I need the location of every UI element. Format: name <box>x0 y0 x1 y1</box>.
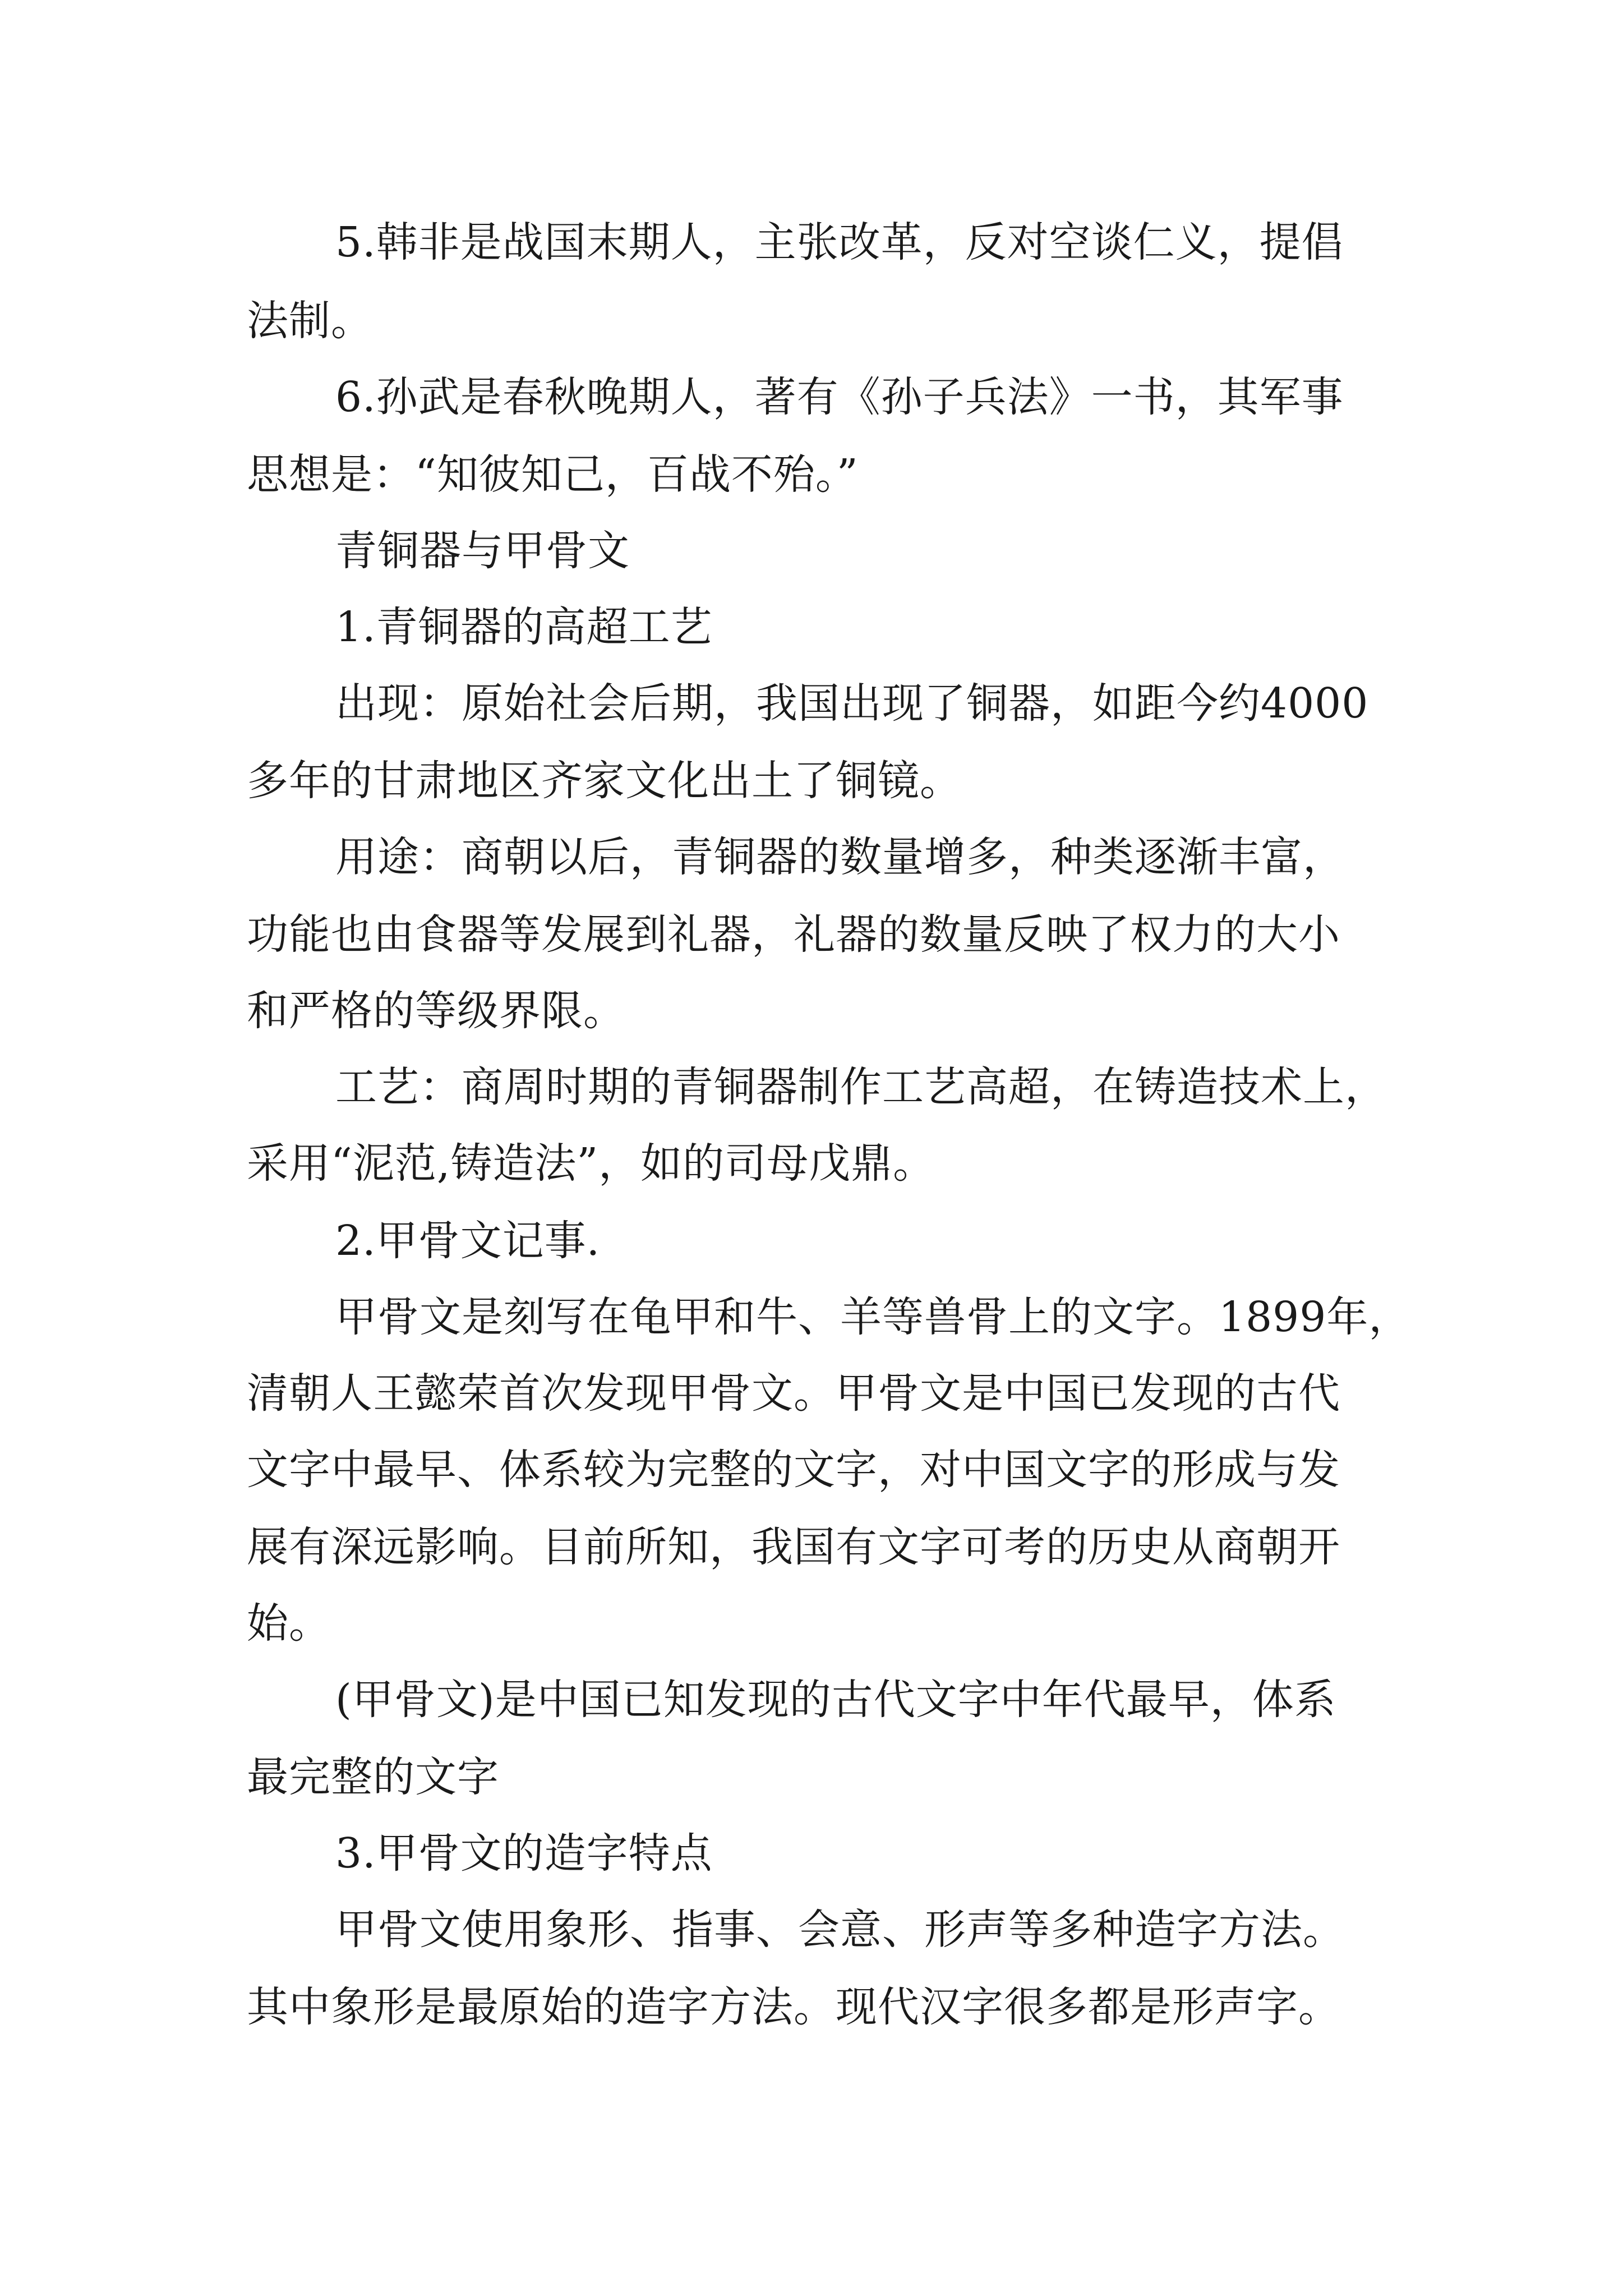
paragraph-line: 思想是：“知彼知己，百战不殆。” <box>247 450 859 499</box>
paragraph-line: 最完整的文字 <box>247 1753 499 1801</box>
subsection-heading: 3.甲骨文的造字特点 <box>335 1829 713 1878</box>
paragraph-line: 出现：原始社会后期，我国出现了铜器，如距今约4000 <box>335 679 1369 728</box>
paragraph-line: 甲骨文使用象形、指事、会意、形声等多种造字方法。 <box>335 1906 1345 1954</box>
paragraph-line: 文字中最早、体系较为完整的文字，对中国文字的形成与发 <box>247 1446 1340 1494</box>
paragraph-line: 展有深远影响。目前所知，我国有文字可考的历史从商朝开 <box>247 1523 1340 1571</box>
paragraph-line: 6.孙武是春秋晚期人，著有《孙子兵法》一书，其军事 <box>335 373 1344 421</box>
paragraph-line: 其中象形是最原始的造字方法。现代汉字很多都是形声字。 <box>247 1983 1340 2031</box>
paragraph-line: 法制。 <box>247 297 373 345</box>
paragraph-line: 清朝人王懿荣首次发现甲骨文。甲骨文是中国已发现的古代 <box>247 1369 1340 1418</box>
paragraph-line: 采用“泥范,铸造法”，如的司母戊鼎。 <box>247 1139 935 1188</box>
subsection-heading: 1.青铜器的高超工艺 <box>335 603 713 651</box>
paragraph-line: 用途：商朝以后，青铜器的数量增多，种类逐渐丰富， <box>335 833 1345 881</box>
subsection-heading: 2.甲骨文记事. <box>335 1217 601 1265</box>
paragraph-line: 工艺：商周时期的青铜器制作工艺高超，在铸造技术上， <box>335 1063 1387 1111</box>
paragraph-line: 功能也由食器等发展到礼器，礼器的数量反映了权力的大小 <box>247 910 1340 959</box>
paragraph-line: 始。 <box>247 1599 331 1648</box>
paragraph-line: 甲骨文是刻写在龟甲和牛、羊等兽骨上的文字。1899年， <box>335 1293 1411 1341</box>
paragraph-line: 5.韩非是战国末期人，主张改革，反对空谈仁义，提倡 <box>335 218 1344 266</box>
paragraph-line: (甲骨文)是中国已知发现的古代文字中年代最早，体系 <box>335 1676 1336 1724</box>
section-heading: 青铜器与甲骨文 <box>335 527 630 575</box>
paragraph-line: 和严格的等级界限。 <box>247 987 625 1035</box>
paragraph-line: 多年的甘肃地区齐家文化出土了铜镜。 <box>247 757 962 805</box>
